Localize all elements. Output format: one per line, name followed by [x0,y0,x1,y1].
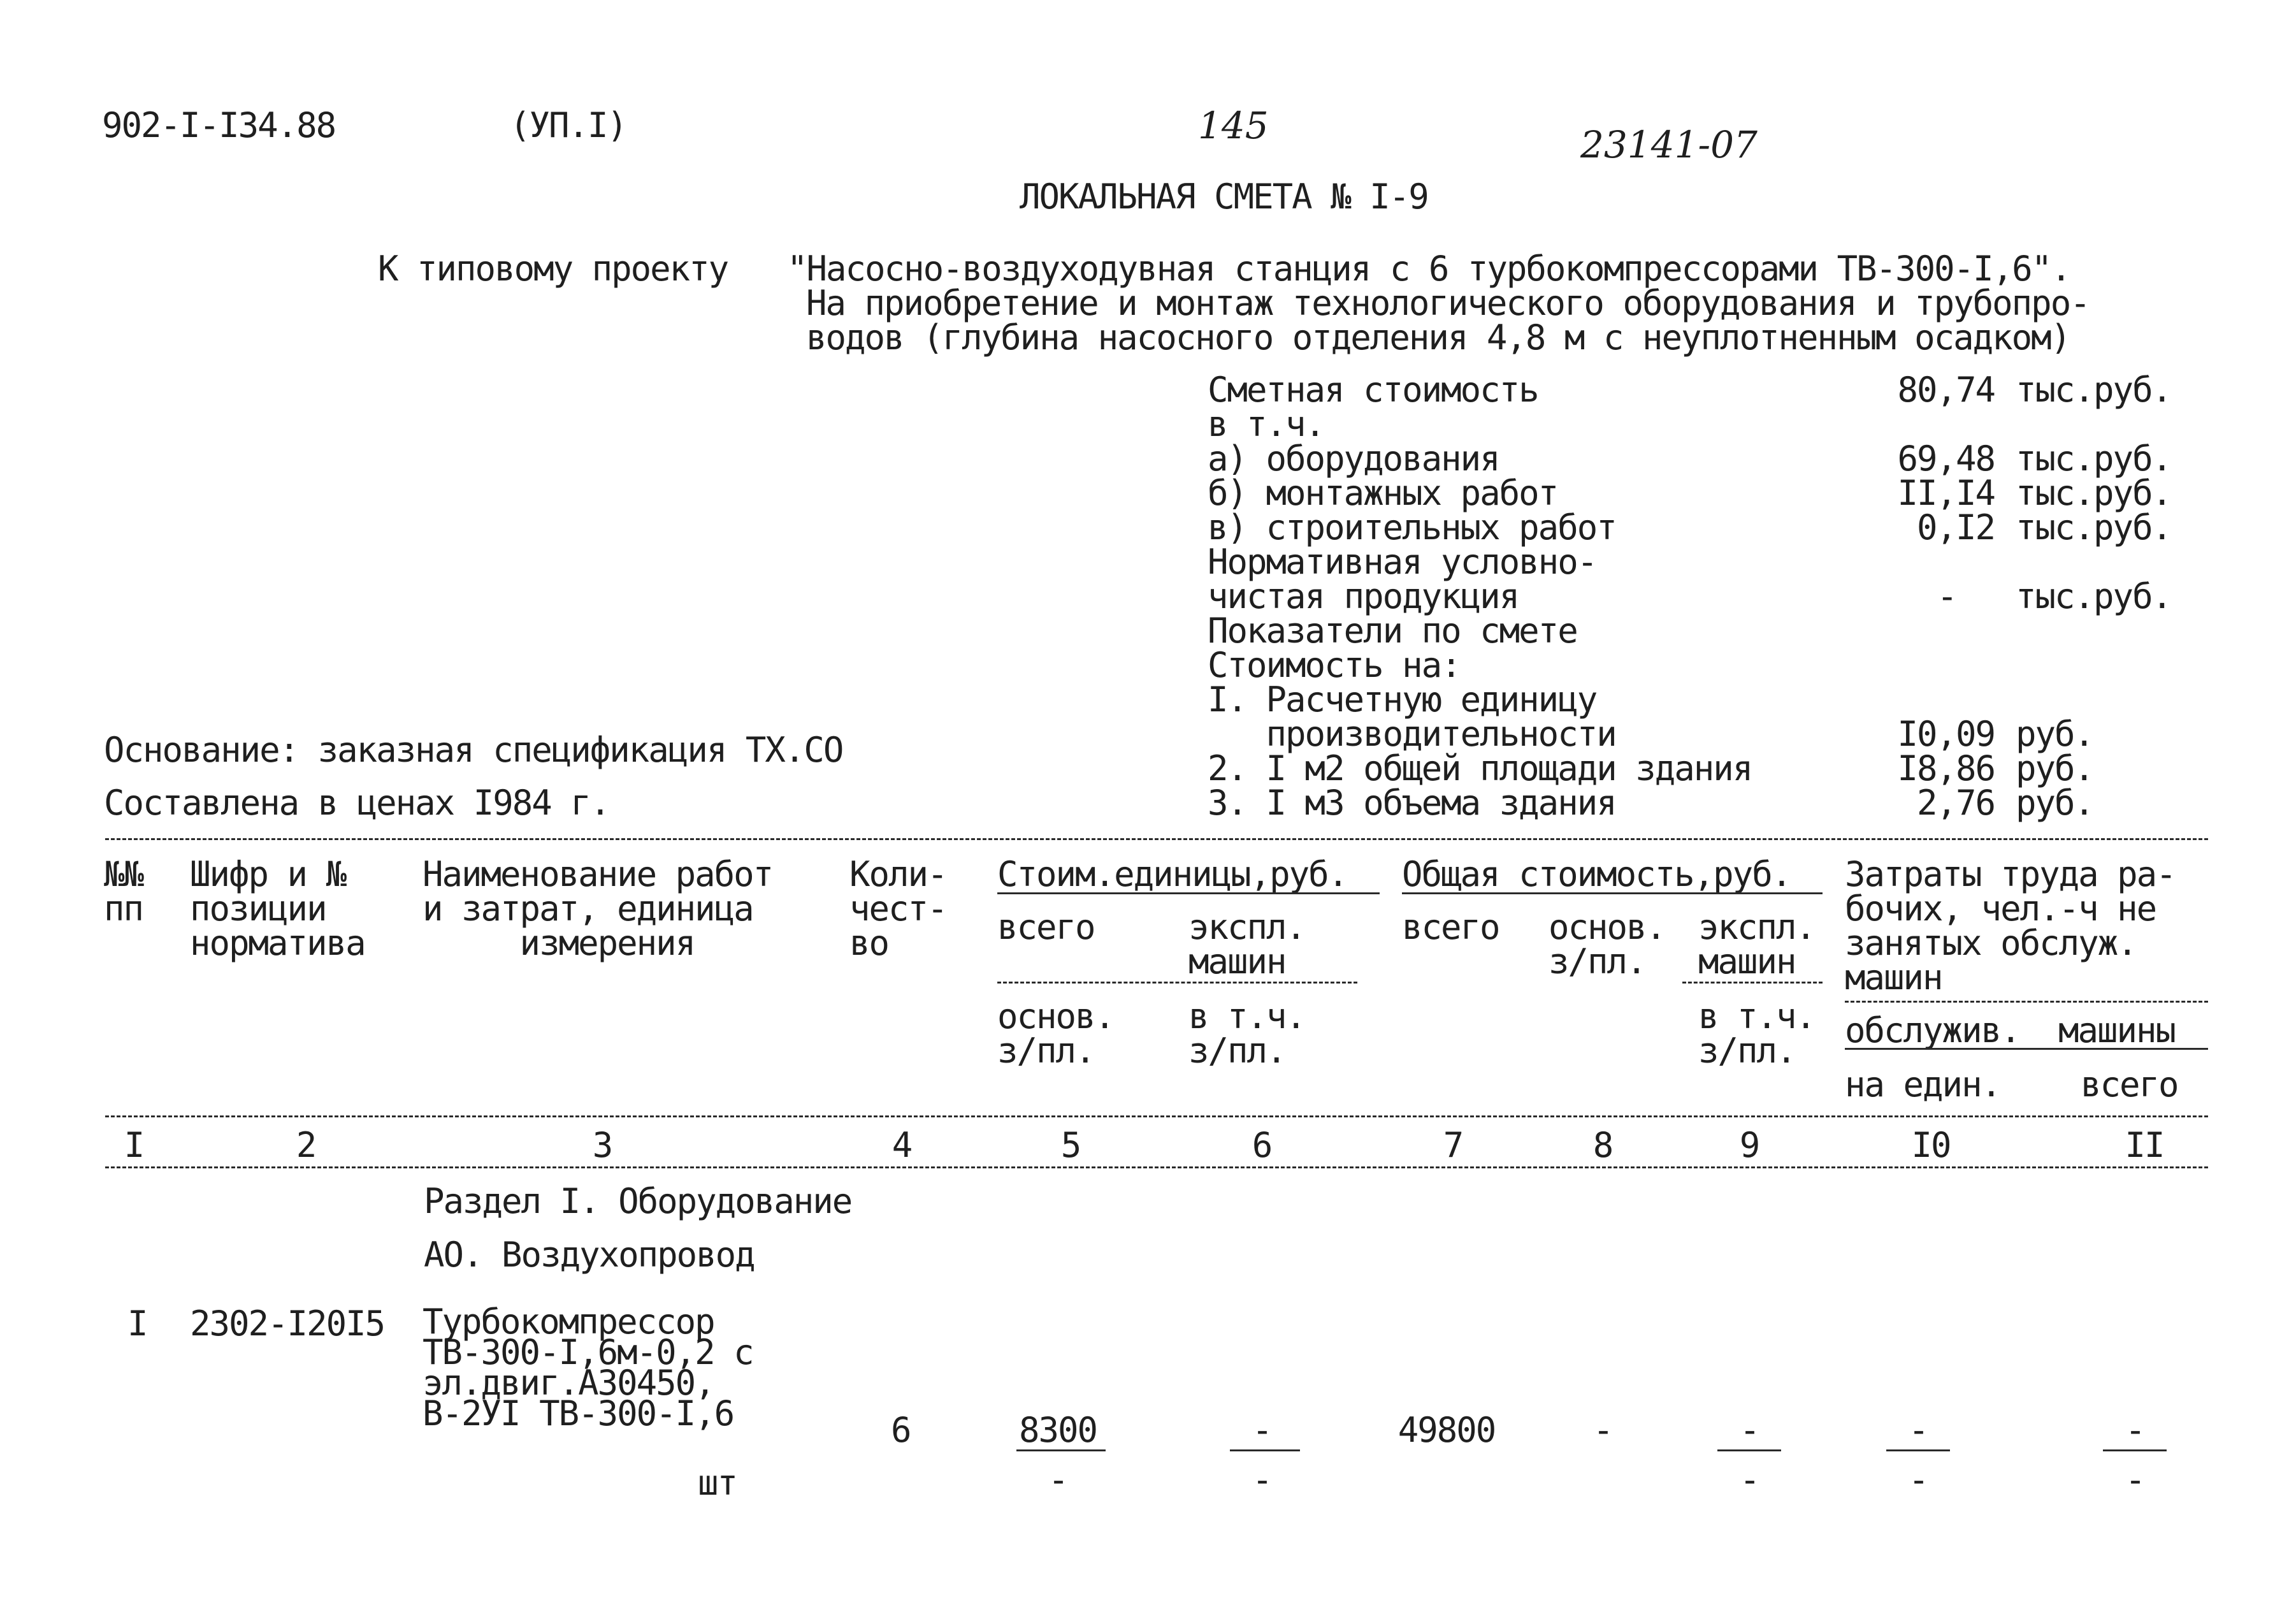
row-labor-total-machines: - [2125,1460,2145,1500]
summary-label: б) монтажных работ [1208,473,1558,513]
row-unit-cost-machines-underline [1230,1449,1300,1451]
col-number: 9 [1739,1125,1759,1165]
summary-value: - [1937,576,1956,616]
row-unit-cost-machine-wages: - [1252,1460,1272,1500]
col-number-rule [105,1166,2208,1168]
row-unit: шт [698,1463,737,1503]
project-prefix: К типовому проекту [378,249,728,289]
summary-label: I. Расчетную единицу [1208,679,1597,720]
header-c8: основ. з/пл. [1549,907,1666,982]
header-c9-mid-rule [1682,982,1823,984]
header-c10-top: обслужив. [1845,1010,2020,1050]
row-total-wages: - [1592,1410,1613,1450]
header-labor-underline [1845,1048,2208,1050]
header-total-cost-underline [1402,892,1823,894]
summary-unit: тыс.руб. [2016,507,2172,548]
summary-value: I8,86 [1897,748,1995,788]
basis-line: Основание: заказная спецификация ТХ.СО [104,730,843,770]
summary-value: 69,48 [1897,439,1995,479]
project-line-3: водов (глубина насосного отделения 4,8 м с неуплотненным осадком) [806,317,2070,358]
subsection-title: АО. Воздухопровод [424,1235,755,1275]
row-name: Турбокомпрессор ТВ-300-I,6м-0,2 с эл.двиг.А30450, В-2УI ТВ-300-I,6 [422,1302,753,1434]
summary-label: Показатели по смете [1208,611,1577,651]
summary-label: Сметная стоимость [1208,370,1538,410]
summary-label: Нормативная условно- [1208,542,1597,582]
header-c11-bottom: всего [2081,1064,2178,1105]
row-unit-cost-total: 8300 [1018,1410,1097,1450]
header-code: Шифр и № позиции норматива [190,854,365,963]
row-total-machines: - [1739,1410,1759,1450]
header-c5-bottom: основ. з/пл. [997,996,1115,1071]
album-number: (УП.I) [510,105,627,145]
header-c9-top: экспл. машин [1698,907,1816,982]
summary-label: 3. I м3 объема здания [1208,783,1616,823]
row-number: I [127,1303,147,1344]
col-number: 5 [1060,1125,1081,1165]
col-number: I [124,1125,144,1165]
header-name: Наименование работ и затрат, единица измерения [422,854,773,963]
table-top-rule [105,838,2208,840]
header-c10-bottom: на един. [1845,1064,2001,1105]
header-total-cost: Общая стоимость,руб. [1402,854,1791,894]
row-total-cost: 49800 [1397,1410,1496,1450]
col-number: I0 [1911,1125,1951,1165]
header-unit-cost-mid-rule [997,982,1357,984]
summary-label: Стоимость на: [1208,645,1461,685]
registration-number: 23141-07 [1580,123,1758,166]
summary-label: 2. I м2 общей площади здания [1208,748,1752,788]
header-row-number: №№ пп [104,854,143,929]
summary-unit: тыс.руб. [2016,576,2172,616]
row-labor-total-underline [2103,1449,2167,1451]
summary-label: чистая продукция [1208,576,1519,616]
row-labor-per-unit: - [1908,1410,1928,1450]
col-number: 8 [1592,1125,1613,1165]
header-labor-mid-rule [1845,1001,2208,1003]
summary-unit: тыс.руб. [2016,370,2172,410]
col-number: II [2125,1125,2164,1165]
header-labor: Затраты труда ра- бочих, чел.-ч не занятых обслуж. машин [1845,854,2176,998]
row-labor-per-unit-underline [1886,1449,1950,1451]
row-labor-total: - [2125,1410,2145,1450]
page-title: ЛОКАЛЬНАЯ СМЕТА № I-9 [1020,177,1428,217]
doc-code: 902-I-I34.88 [102,105,336,145]
summary-value: II,I4 [1897,473,1995,513]
summary-label: а) оборудования [1208,439,1499,479]
summary-value: 2,76 [1916,783,1995,823]
summary-unit: руб. [2016,714,2094,754]
summary-value: 0,I2 [1916,507,1995,548]
header-quantity: Коли- чест- во [849,854,947,963]
summary-label: в) строительных работ [1208,507,1616,548]
row-unit-cost-total-underline [1016,1449,1106,1451]
project-line-1: "Насосно-воздуходувная станция с 6 турбокомпрессорами ТВ-300-I,6". [787,249,2070,289]
header-c6-bottom: в т.ч. з/пл. [1188,996,1306,1071]
header-c11-top: машины [2058,1010,2176,1050]
project-line-2: На приобретение и монтаж технологического оборудования и трубопро- [806,283,2090,323]
summary-value: I0,09 [1897,714,1995,754]
row-total-machine-wages: - [1739,1460,1759,1500]
col-number: 6 [1252,1125,1272,1165]
section-title: Раздел I. Оборудование [424,1181,852,1221]
header-unit-cost: Стоим.единицы,руб. [997,854,1348,894]
col-number: 2 [296,1125,316,1165]
row-unit-cost-machines: - [1252,1410,1272,1450]
col-number: 3 [592,1125,612,1165]
summary-label: производительности [1208,714,1616,754]
row-labor-per-unit-machines: - [1908,1460,1928,1500]
price-base-line: Составлена в ценах I984 г. [104,783,610,823]
header-c7: всего [1402,907,1499,947]
row-total-machines-underline [1717,1449,1781,1451]
summary-value: 80,74 [1897,370,1995,410]
header-bottom-rule [105,1115,2208,1117]
summary-unit: руб. [2016,748,2094,788]
page-number: 145 [1198,104,1269,147]
summary-unit: руб. [2016,783,2094,823]
row-quantity: 6 [891,1410,911,1450]
summary-unit: тыс.руб. [2016,473,2172,513]
col-number: 4 [892,1125,912,1165]
header-c9-bottom: в т.ч. з/пл. [1698,996,1816,1071]
header-unit-cost-underline [997,892,1380,894]
summary-label: в т.ч. [1208,404,1325,444]
header-c6-top: экспл. машин [1188,907,1306,982]
summary-unit: тыс.руб. [2016,439,2172,479]
header-c5-top: всего [997,907,1095,947]
col-number: 7 [1443,1125,1463,1165]
row-unit-cost-wages: - [1048,1460,1068,1500]
row-code: 2302-I20I5 [190,1303,385,1344]
